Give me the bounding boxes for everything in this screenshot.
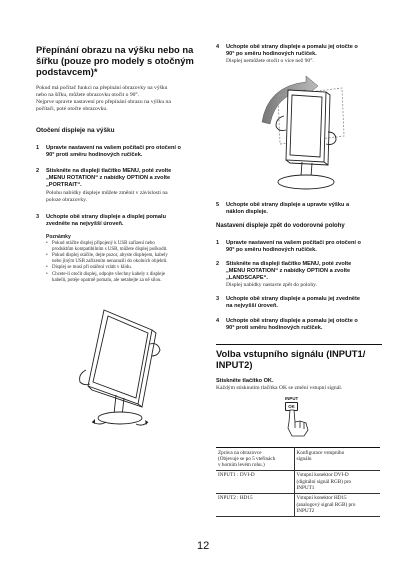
input-button-illustration bbox=[276, 396, 322, 442]
step-number: 2 bbox=[216, 261, 220, 267]
intro-line: Nejprve upravte nastavení pro přepínání obrazu na výšku na bbox=[36, 99, 171, 106]
press-ok-note: Každým stisknutím tlačítka OK se změní vstupní signál. bbox=[216, 385, 343, 391]
press-ok-heading: Stiskněte tlačítko OK. bbox=[216, 378, 274, 384]
step-note: poloze obrazovky. bbox=[46, 197, 87, 204]
step-note: Displej nemůžete otočit o více než 90°. bbox=[226, 58, 314, 64]
step-text: 90° po směru hodinových ručiček. bbox=[226, 51, 317, 57]
step-r3 bbox=[216, 296, 380, 310]
intro-line: Pokud má počítač funkci na přepínání obrazovky na výšku bbox=[36, 85, 168, 91]
step-text: Uchopte obě strany displeje a displej pomalu bbox=[46, 214, 166, 220]
step-r1 bbox=[216, 240, 380, 254]
section-title-rotation: Přepínání obrazu na výšku nebo na šířku (pouze pro modely s otočným podstavcem)* bbox=[36, 44, 194, 78]
table-cell: Vstupní konektor DVI-D (digitální signál RGB) pro INPUT1 bbox=[294, 470, 380, 493]
table-cell: INPUT1 : DVI-D bbox=[216, 470, 294, 493]
note-item: • Displej se musí při otáčení vrátit v klidu. bbox=[46, 265, 206, 271]
table-cell: Konfigurace vstupního signálu bbox=[294, 448, 380, 471]
step-text: „LANDSCAPE“. bbox=[226, 275, 268, 281]
subhead-portrait: Otočení displeje na výšku bbox=[36, 127, 115, 134]
step-text: „MENU ROTATION“ z nabídky OPTION a zvolte bbox=[226, 268, 351, 274]
step-number: 3 bbox=[36, 214, 40, 220]
section-rule bbox=[216, 344, 382, 345]
notes-heading: Poznámky bbox=[46, 234, 71, 240]
table-row bbox=[216, 493, 380, 516]
intro-paragraph bbox=[36, 85, 206, 113]
step-text: Stiskněte na displeji tlačítko MENU, poté zvolte bbox=[46, 168, 172, 174]
ok-button[interactable]: OK bbox=[285, 402, 298, 411]
table-cell: Zpráva na obrazovce (Objevuje se po 5 vteřinách v horním levém rohu.) bbox=[216, 448, 294, 471]
step-number: 3 bbox=[216, 296, 220, 302]
input-label: INPUT bbox=[285, 396, 299, 401]
notes-block bbox=[46, 234, 206, 284]
step-text: na nejvyšší úroveň. bbox=[226, 303, 278, 309]
step-number: 1 bbox=[36, 145, 40, 151]
section-title-input: Volba vstupního signálu (INPUT1/ INPUT2) bbox=[216, 348, 366, 371]
step-4-rotate bbox=[216, 44, 380, 65]
step-number: 5 bbox=[216, 202, 220, 208]
intro-line: počítači, poté otočte obrazovku. bbox=[36, 106, 108, 113]
step-number: 4 bbox=[216, 44, 220, 50]
step-1-portrait bbox=[36, 145, 206, 159]
step-text: „PORTRAIT“. bbox=[46, 182, 82, 188]
step-text: Uchopte obě strany displeje a upravte výšku a bbox=[226, 202, 350, 208]
step-number: 4 bbox=[216, 318, 220, 324]
step-text: 90° proti směru hodinových ručiček. bbox=[226, 325, 323, 331]
step-text: Uchopte obě strany displeje a pomalu jej zvedněte bbox=[226, 296, 360, 302]
page-number: 12 bbox=[197, 540, 210, 552]
note-item: kabelů, potéje opatrně pomalu, ale netahejte za ně silou. bbox=[52, 277, 162, 283]
step-text: Upravte nastavení na vašem počítači pro otočení o bbox=[46, 145, 181, 151]
intro-line: nebo na šířku, můžete obrazovku otočit o 90°. bbox=[36, 92, 140, 99]
step-text: „MENU ROTATION“ z nabídky OPTION a zvolte bbox=[46, 175, 171, 181]
step-5-adjust bbox=[216, 202, 380, 216]
step-text: 90° proti směru hodinových ručiček. bbox=[46, 152, 143, 158]
step-3-portrait bbox=[36, 214, 206, 228]
step-note: Displej nabídky nastavte zpět do polohy. bbox=[226, 282, 317, 288]
table-cell: INPUT2 : HD15 bbox=[216, 493, 294, 516]
table-cell: Vstupní konektor HD15 (analogový signál RGB) pro INPUT2 bbox=[294, 493, 380, 516]
step-note: Polohu nabídky displeje můžete změnit v závislosti na bbox=[46, 190, 168, 196]
note-item: • Chcete-li otočit displej, odpojte všechny kabely z displeje bbox=[46, 272, 206, 278]
step-text: Uchopte obě strany displeje a pomalu jej otočte o bbox=[226, 44, 358, 50]
note-item: • Pokud displej otáčíte, dejte pozor, abyste displejem, kabely bbox=[46, 253, 206, 259]
step-number: 2 bbox=[36, 168, 40, 174]
step-r2 bbox=[216, 261, 380, 289]
pointing-finger-icon bbox=[284, 408, 314, 438]
note-item: • Pokud otáčíte displej připojený k USB zařízení nebo bbox=[46, 241, 206, 247]
portrait-monitor-illustration bbox=[66, 300, 184, 432]
step-text: náklon displeje. bbox=[226, 209, 268, 215]
step-number: 1 bbox=[216, 240, 220, 246]
step-text: Upravte nastavení na vašem počítači pro otočení o bbox=[226, 240, 361, 246]
input-config-table bbox=[216, 447, 380, 517]
rotation-monitor-illustration bbox=[248, 72, 358, 194]
note-item: nebo jiným USB zařízením nenarazili do okolních objektů. bbox=[52, 259, 168, 265]
step-text: Stiskněte na displeji tlačítko MENU, poté zvolte bbox=[226, 261, 352, 267]
step-r4 bbox=[216, 318, 380, 332]
table-row bbox=[216, 470, 380, 493]
note-item: produktům kompatibilním s USB, můžete displej poškodit. bbox=[52, 246, 168, 252]
step-text: zvedněte na nejvyšší úroveň. bbox=[46, 221, 124, 227]
step-text: 90° po směru hodinových ručiček. bbox=[226, 247, 317, 253]
notes-list bbox=[46, 241, 206, 284]
step-2-portrait bbox=[36, 168, 206, 204]
subhead-landscape: Nastavení displeje zpět do vodorovné polohy bbox=[216, 223, 345, 229]
table-row bbox=[216, 448, 380, 471]
press-ok-instruction bbox=[216, 378, 386, 392]
step-text: Uchopte obě strany displeje a pomalu jej otočte o bbox=[226, 318, 358, 324]
